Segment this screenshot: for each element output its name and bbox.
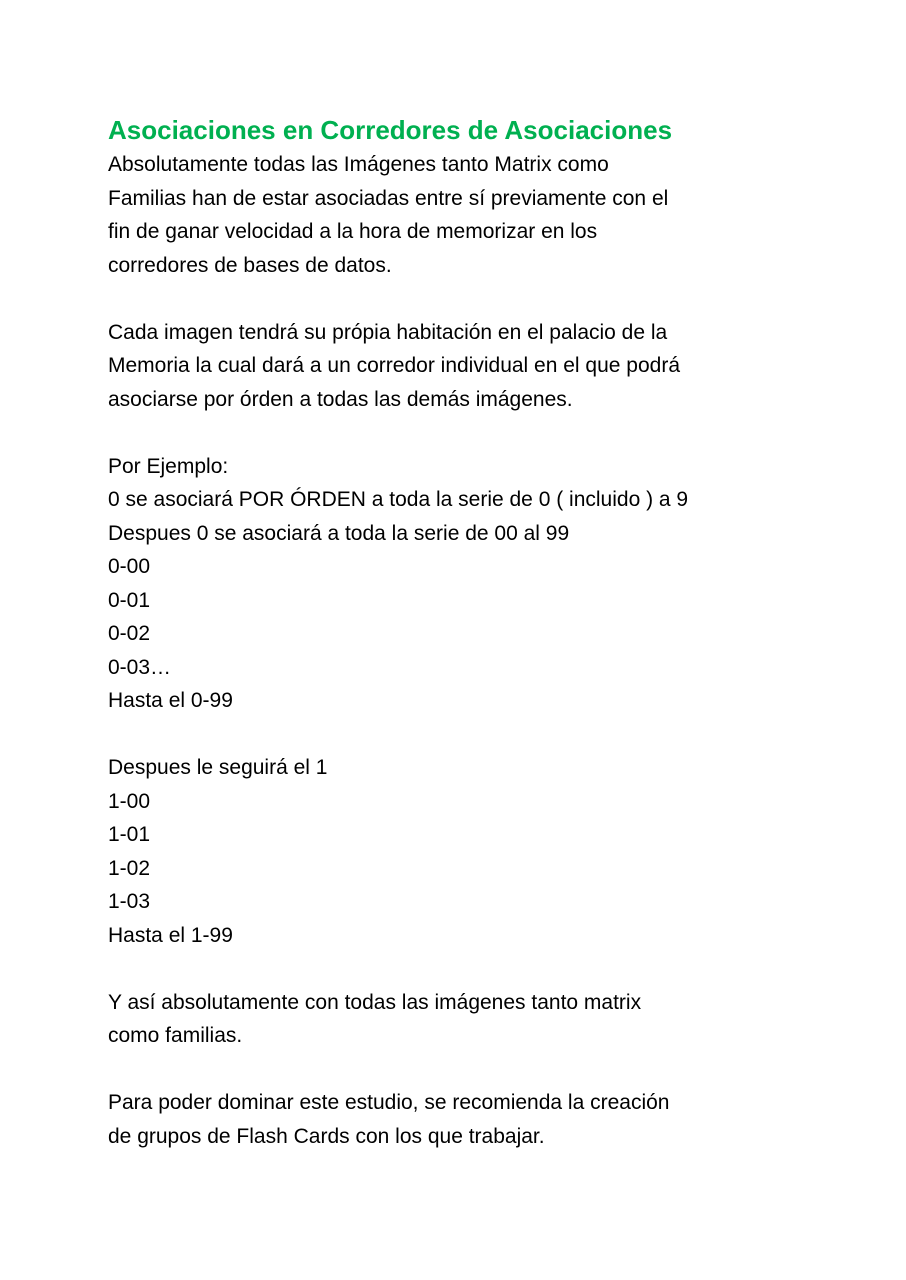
example-block-one xyxy=(108,751,828,952)
text-line: Para poder dominar este estudio, se recomienda la creación xyxy=(108,1091,670,1114)
paragraph-spacer xyxy=(108,282,828,316)
list-item: 0-02 xyxy=(108,622,151,645)
paragraph-spacer xyxy=(108,1053,828,1087)
text-line: Familias han de estar asociadas entre sí previamente con el xyxy=(108,186,669,210)
text-line: Absolutamente todas las Imágenes tanto Matrix como xyxy=(108,153,609,176)
paragraph-spacer xyxy=(108,416,828,450)
paragraph-spacer xyxy=(108,718,828,752)
text-line: Hasta el 0-99 xyxy=(108,689,233,712)
list-item: 0-03… xyxy=(108,655,172,679)
paragraph-intro xyxy=(108,148,828,282)
text-line: Por Ejemplo: xyxy=(108,454,229,478)
document-title: Asociaciones en Corredores de Asociaciones xyxy=(108,115,673,145)
text-line: corredores de bases de datos. xyxy=(108,253,392,277)
paragraph-palace xyxy=(108,316,828,417)
text-line: 0 se asociará POR ÓRDEN a toda la serie de 0 ( incluido ) a 9 xyxy=(108,488,689,511)
list-item: 0-01 xyxy=(108,588,151,612)
paragraph-all-images xyxy=(108,986,828,1053)
list-item: 1-00 xyxy=(108,789,151,813)
text-line: Despues le seguirá el 1 xyxy=(108,756,328,779)
paragraph-flash-cards xyxy=(108,1086,828,1153)
list-item: 1-02 xyxy=(108,856,151,880)
example-block-zero xyxy=(108,450,828,718)
text-line: Despues 0 se asociará a toda la serie de 00 al 99 xyxy=(108,521,570,545)
text-line: fin de ganar velocidad a la hora de memorizar en los xyxy=(108,220,598,243)
text-line: de grupos de Flash Cards con los que trabajar. xyxy=(108,1124,545,1148)
text-line: asociarse por órden a todas las demás imágenes. xyxy=(108,387,573,411)
text-line: Cada imagen tendrá su própia habitación en el palacio de la xyxy=(108,320,668,344)
list-item: 1-03 xyxy=(108,890,151,913)
text-line: Y así absolutamente con todas las imágenes tanto matrix xyxy=(108,990,642,1014)
paragraph-spacer xyxy=(108,952,828,986)
text-line: como familias. xyxy=(108,1024,243,1047)
list-item: 1-01 xyxy=(108,823,151,846)
text-line: Memoria la cual dará a un corredor individual en el que podrá xyxy=(108,354,681,377)
text-line: Hasta el 1-99 xyxy=(108,923,233,947)
list-item: 0-00 xyxy=(108,555,151,578)
document-content xyxy=(108,112,828,1153)
